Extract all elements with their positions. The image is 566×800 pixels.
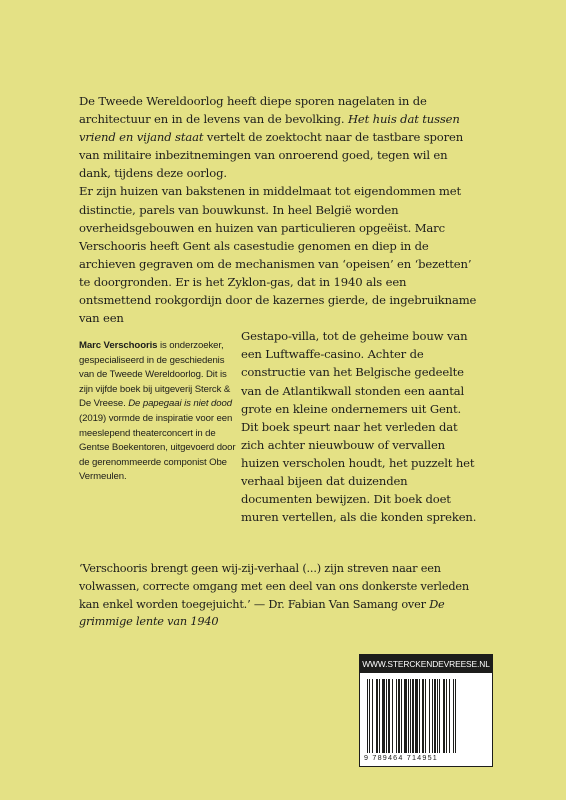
barcode-box xyxy=(359,654,493,767)
bio-text: (2019) vormde de inspiratie voor een meeslepend theaterconcert in de Gentse Boekentoren, uitgevoerd door de gerenommeerde componist Obe Vermeulen. xyxy=(79,412,236,483)
book-title-italic: Het huis dat tussen vriend en vijand staat xyxy=(79,112,460,145)
blurb-paragraph-2-continued: Gestapo-villa, tot de geheime bouw van een Luftwaffe-casino. Achter de constructie van het Belgische gedeelte van de Atlantikwall stonden een aantal grote en kleine ondernemers uit Gent. Dit boek speurt naar het verleden dat zich achter nieuwbouw of vervallen huizen verscholen houdt, het puzzelt het verhaal bijeen dat duizenden documenten bewijzen. Dit boek doet muren vertellen, als die konden spreken. xyxy=(241,329,477,525)
review-quote xyxy=(79,560,489,631)
blurb-paragraph-2: Er zijn huizen van bakstenen in middelmaat tot eigendommen met distinctie, parels van bouwkunst. In heel België worden overheidsgebouwen en huizen van particulieren opgeëist. Marc Verschooris heeft Gent als casestudie genomen en diep in de archieven gegraven om de mechanismen van ‘opeisen’ en ‘bezetten’ te doorgronden. Er is het Zyklon-gas, dat in 1940 als een ontsmettend rookgordijn door de kazernes gierde, de ingebruikname van een xyxy=(79,184,477,326)
publisher-url: WWW.STERCKENDEVREESE.NL xyxy=(360,655,492,673)
quote-text: ‘Verschooris brengt geen wij-zij-verhaal (...) zijn streven naar een volwassen, correcte omgang met een deel van ons donkerste verleden kan enkel worden toegejuicht.’ — Dr. Fabian Van Samang over xyxy=(79,562,469,611)
author-bio xyxy=(79,339,239,485)
blurb-text: De Tweede Wereldoorlog heeft diepe sporen nagelaten in de architectuur en in de levens van de bevolking. xyxy=(79,94,427,127)
quote-book-title: De grimmige lente van 1940 xyxy=(79,597,445,629)
author-name: Marc Verschooris xyxy=(79,340,158,351)
isbn-number: 9 789464 714951 xyxy=(364,753,438,762)
barcode-bar xyxy=(456,679,458,753)
blurb-paragraph-1 xyxy=(79,92,479,182)
bio-book-title: De papegaai is niet dood xyxy=(128,398,232,410)
bio-text: is onderzoeker, gespecialiseerd in de geschiedenis van de Tweede Wereldoorlog. Dit is zijn vijfde boek bij uitgeverij Sterck & De Vreese. xyxy=(79,340,231,410)
barcode-icon xyxy=(367,679,485,753)
blurb-text: vertelt de zoektocht naar de tastbare sporen van militaire inbezitnemingen van onroerend goed, tegen wil en dank, tijdens deze oorlog. xyxy=(79,130,464,181)
